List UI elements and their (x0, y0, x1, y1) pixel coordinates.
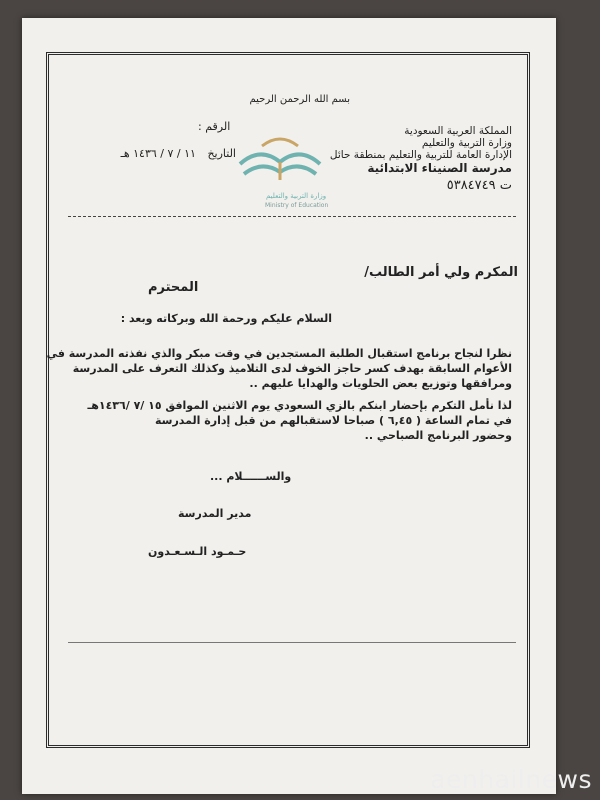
signature-title: مدير المدرسة (178, 507, 252, 520)
body-line-4: لذا نأمل التكرم بإحضار ابنكم بالزي السعودي يوم الاثنين الموافق ١٥ /٧ /١٤٣٦هـ (87, 399, 512, 412)
reference-number-label: الرقم : (198, 120, 231, 133)
logo-caption-english: Ministry of Education (265, 202, 329, 209)
honorific: المحترم (148, 280, 199, 295)
date-row (96, 147, 236, 160)
body-line-6: وحضور البرنامج الصباحي .. (364, 429, 512, 442)
body-line-2: الأعوام السابقة بهدف كسر حاجز الخوف لدى التلاميذ وكذلك التعرف على المدرسة (72, 362, 512, 375)
body-line-3: ومرافقها وتوزيع بعض الحلويات والهدايا عليهم .. (249, 377, 512, 390)
header-phone: ت ٥٣٨٤٧٤٩ (446, 178, 512, 193)
footer-divider (68, 642, 516, 643)
body-line-1: نظرا لنجاح برنامج استقبال الطلبة المستجدين في وقت مبكر والذي نفذته المدرسة في (46, 347, 512, 360)
ministry-logo-icon (232, 132, 328, 212)
closing: والســــــلام ... (210, 470, 292, 483)
logo-caption: وزارة التربية والتعليم (266, 192, 327, 200)
signature-name: حـمـود الـسـعـدون (148, 545, 247, 558)
basmala: بسم الله الرحمن الرحيم (249, 94, 350, 105)
header-kingdom: المملكة العربية السعودية (404, 125, 512, 137)
greeting: السلام عليكم ورحمة الله وبركاته وبعد : (120, 312, 332, 325)
date-label: التاريخ (207, 147, 236, 160)
body-line-5: في تمام الساعة ( ٦,٤٥ ) صباحا لاستقبالهم من قبل إدارة المدرسة (154, 414, 512, 427)
source-watermark: aenhailnews (430, 765, 592, 794)
date-value: ١١ / ٧ / ١٤٣٦ هـ (120, 147, 196, 160)
addressee: المكرم ولي أمر الطالب/ (364, 265, 518, 280)
header-school-name: مدرسة الصنيناء الابتدائية (367, 161, 512, 175)
header-directorate: الإدارة العامة للتربية والتعليم بمنطقة حائل (329, 149, 512, 161)
header-ministry: وزارة التربية والتعليم (421, 137, 512, 149)
header-divider (68, 216, 516, 217)
